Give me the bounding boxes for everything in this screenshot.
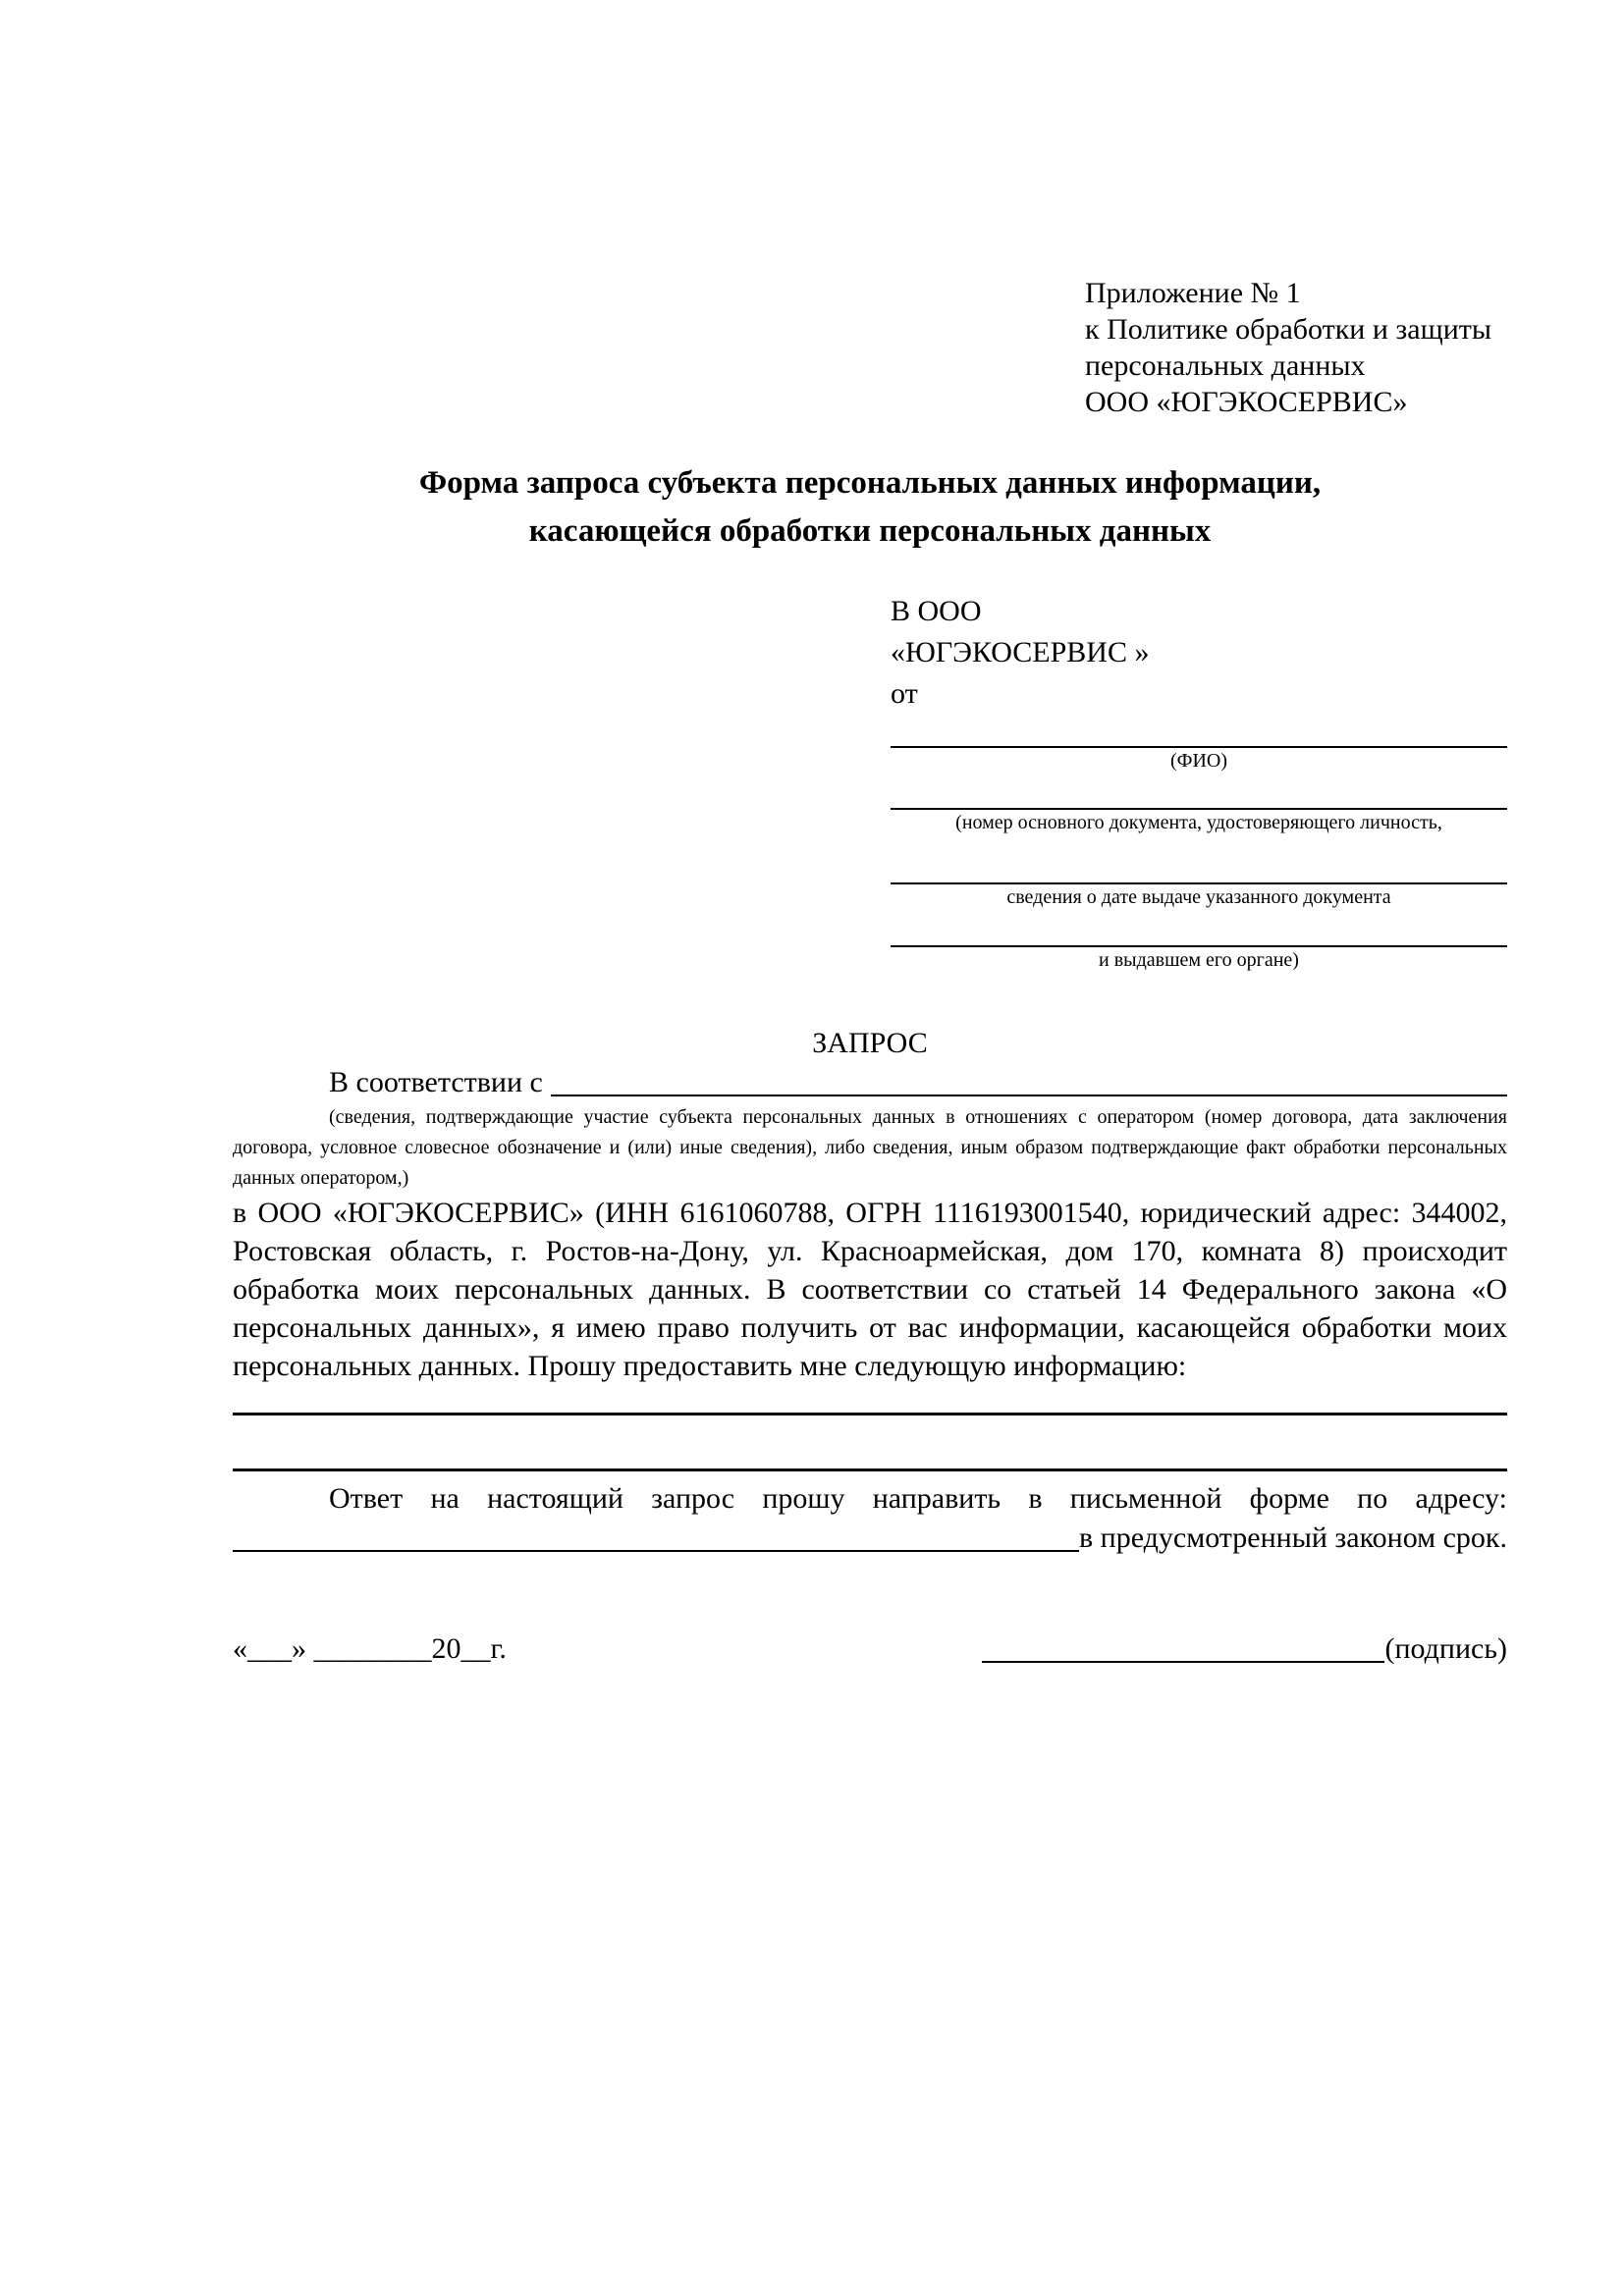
document-number-caption: (номер основного документа, удостоверяющего личность,	[955, 812, 1442, 833]
request-intro-prefix: В соответствии с	[329, 1066, 543, 1098]
request-body-paragraph: в ООО «ЮГЭКОСЕРВИС» (ИНН 6161060788, ОГРН 1116193001540, юридический адрес: 344002, Ростовская область, г. Ростов-на-Дону, ул. Красноармейская, дом 170, комната 8) происходит обработка моих персональных данных. В соответствии со статьей 14 Федерального закона «О персональных данных», я имею право получить от вас информации, касающейся обработки моих персональных данных. Прошу предоставить мне следующую информацию:	[233, 1197, 1507, 1382]
date-blank-text: «___» ________20__г.	[233, 1632, 507, 1665]
basis-blank-line	[551, 1095, 1507, 1096]
signature-blank-line	[982, 1661, 1384, 1663]
appendix-block	[1085, 275, 1507, 420]
request-heading: ЗАПРОС	[812, 1027, 928, 1059]
addressee-from-line: от	[891, 677, 918, 710]
title-line: Форма запроса субъекта персональных данных информации,	[418, 465, 1322, 501]
addressee-block	[891, 591, 1507, 973]
signature-group	[982, 1629, 1507, 1669]
request-intro-line	[233, 1063, 1507, 1102]
addressee-to-line: В ООО	[891, 595, 982, 627]
address-blank-line	[233, 1550, 1079, 1552]
appendix-line: Приложение № 1	[1085, 277, 1301, 309]
fio-caption: (ФИО)	[1169, 750, 1227, 772]
appendix-line: к Политике обработки и защиты	[1085, 313, 1492, 346]
document-title	[233, 459, 1507, 556]
information-blank-line-1	[233, 1413, 1507, 1415]
addressee-company-line: «ЮГЭКОСЕРВИС »	[891, 636, 1150, 668]
date-signature-row	[233, 1629, 1507, 1669]
basis-footnote: (сведения, подтверждающие участие субъекта персональных данных в отношениях с оператором (номер договора, дата заключения договора, условное словесное обозначение и (или) иные сведения), либо сведения, иным образом подтверждающие факт обработки персональных данных оператором,)	[233, 1106, 1507, 1189]
issuing-authority-caption: и выдавшем его органе)	[1099, 949, 1299, 971]
reply-address-row	[233, 1519, 1507, 1558]
title-line: касающейся обработки персональных данных	[528, 513, 1212, 549]
appendix-line: персональных данных	[1085, 349, 1366, 382]
issue-date-caption: сведения о дате выдаче указанного документа	[1006, 886, 1391, 908]
reply-tail-text: в предусмотренный законом срок.	[1079, 1522, 1507, 1554]
appendix-line: ООО «ЮГЭКОСЕРВИС»	[1085, 386, 1408, 418]
information-blank-line-2	[233, 1468, 1507, 1471]
reply-request-paragraph: Ответ на настоящий запрос прошу направить в письменной форме по адресу:	[329, 1482, 1507, 1515]
signature-caption: (подпись)	[1384, 1632, 1507, 1665]
